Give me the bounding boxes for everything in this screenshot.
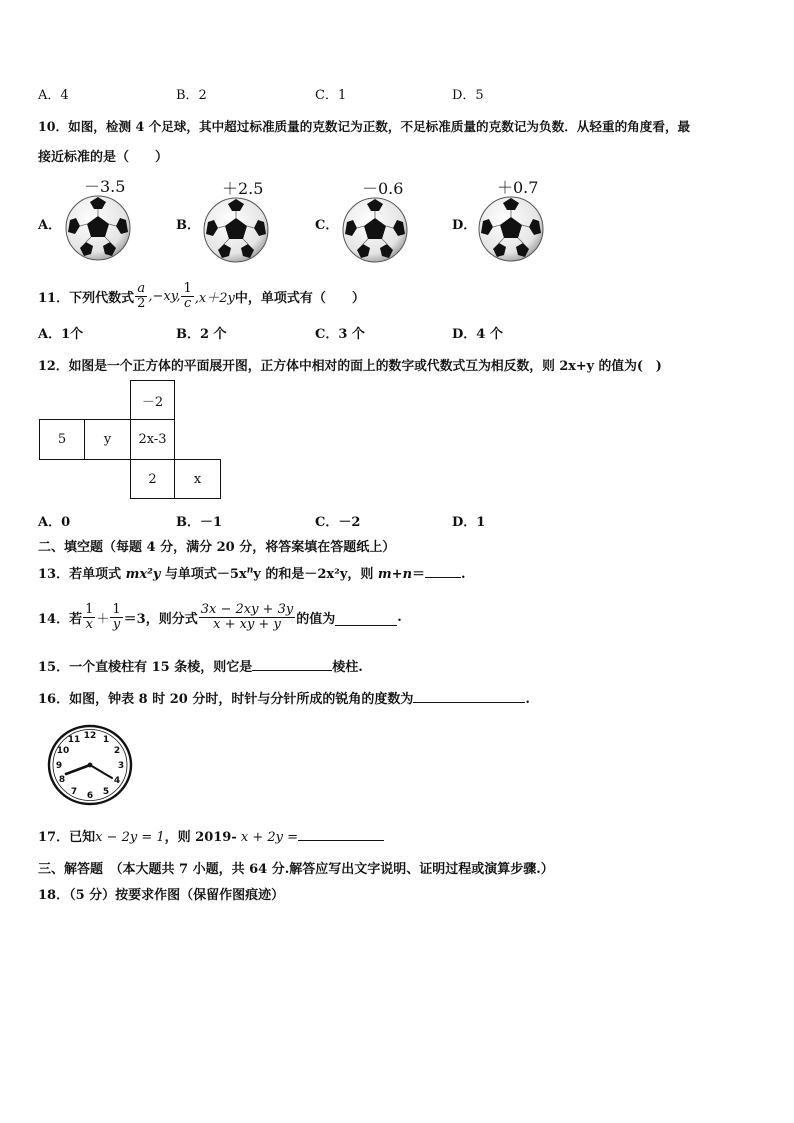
cube-net-cell: －2 xyxy=(130,380,175,420)
q16-prefix: 16．如图，钟表 8 时 20 分时，时针与分针所成的锐角的度数为 xyxy=(38,692,414,707)
q13-text xyxy=(38,563,466,582)
q13-suffix: ＝ xyxy=(412,567,426,582)
q11-prefix: 11．下列代数式 xyxy=(38,290,135,306)
q10-option-letter: C． xyxy=(315,218,339,233)
q12-text: 12．如图是一个正方体的平面展开图，正方体中相对的面上的数字或代数式互为相反数，则 2x+y 的值为( ) xyxy=(38,359,662,374)
q14-f1-num: 1 xyxy=(85,601,94,617)
q11-option-a: A．1个 xyxy=(38,327,84,342)
q14-main-fraction xyxy=(199,603,295,631)
q10-text-line1: 10．如图，检测 4 个足球，其中超过标准质量的克数记为正数，不足标准质量的克数记为负数．从轻重的角度看，最 xyxy=(38,119,691,134)
q10-option-letter: A． xyxy=(38,218,62,233)
q18-text: 18．（5 分）按要求作图（保留作图痕迹） xyxy=(38,888,285,903)
section-3-heading: 三、解答题 （本大题共 7 小题，共 64 分.解答应写出文字说明、证明过程或演算步骤.） xyxy=(38,862,554,877)
q10-option-letter: B． xyxy=(176,218,200,233)
q14-f3-num: 3x − 2xy + 3y xyxy=(200,601,294,617)
q11-option-d: D．4 个 xyxy=(452,327,503,342)
cube-net-cell: 2x-3 xyxy=(130,419,175,460)
q11-suffix: 中，单项式有（ ） xyxy=(234,290,365,306)
q14-f1-den: x xyxy=(85,616,93,632)
q9-option-a: A．4 xyxy=(38,88,69,103)
q12-option-d: D．1 xyxy=(452,515,486,530)
q13-mid: 与单项式－5x xyxy=(160,567,247,582)
q12-option-a: A．0 xyxy=(38,515,71,530)
clock-numeral: 6 xyxy=(86,791,94,801)
q13-ask: m+n xyxy=(377,567,413,582)
q16-answer-blank[interactable] xyxy=(413,690,525,703)
q15-prefix: 15．一个直棱柱有 15 条棱，则它是 xyxy=(38,660,253,675)
soccer-ball-icon xyxy=(64,194,132,262)
q10-ball-value: －3.5 xyxy=(84,177,126,196)
q15-suffix: 棱柱. xyxy=(332,660,363,675)
q14-suffix: 的值为 xyxy=(296,611,336,627)
cube-net-cell: x xyxy=(174,459,221,499)
q10-ball-value: －0.6 xyxy=(362,179,404,198)
q10-text-line2: 接近标准的是（ ） xyxy=(38,150,169,165)
clock-numeral: 8 xyxy=(58,775,66,785)
q16-text xyxy=(38,688,530,707)
q11-frac1-num: a xyxy=(137,280,146,296)
q12-option-b: B．－1 xyxy=(176,515,223,530)
q11-option-c: C．3 个 xyxy=(315,327,365,342)
q16-end: . xyxy=(525,692,530,707)
q10-ball-value: ＋2.5 xyxy=(222,179,264,198)
clock-numeral: 2 xyxy=(113,746,121,756)
q17-text xyxy=(38,826,384,845)
clock-numeral: 9 xyxy=(55,761,63,771)
q15-answer-blank[interactable] xyxy=(252,658,332,671)
q14-fraction-1-over-x xyxy=(83,603,95,631)
q14-f2-den: y xyxy=(112,616,121,632)
section-2-heading: 二、填空题（每题 4 分，满分 20 分，将答案填在答题纸上） xyxy=(38,540,396,555)
q11-frac2-num: 1 xyxy=(183,280,192,296)
soccer-ball-icon xyxy=(341,196,409,264)
q11-mid: ,−xy, xyxy=(148,288,181,304)
soccer-ball-icon xyxy=(477,195,545,263)
q17-prefix: 17．已知 xyxy=(38,830,96,845)
q11-tail: ,x＋2y xyxy=(194,290,235,306)
q14-answer-blank[interactable] xyxy=(335,613,397,626)
q13-mid2: y 的和是－2x²y，则 xyxy=(253,567,378,582)
clock-numeral: 5 xyxy=(102,787,110,797)
q11-fraction-a-over-2 xyxy=(135,282,147,310)
cube-net-cell: 2 xyxy=(130,459,175,499)
q13-answer-blank[interactable] xyxy=(425,565,461,578)
clock-numeral: 10 xyxy=(56,746,70,756)
clock-minute-hand xyxy=(90,765,112,778)
soccer-ball-icon xyxy=(202,196,270,264)
q14-prefix: 14．若 xyxy=(38,611,83,627)
q11-fraction-1-over-c xyxy=(181,282,193,310)
q14-eq: ＝3，则分式 xyxy=(123,611,198,627)
clock-numeral: 12 xyxy=(83,731,97,741)
cube-net-cell: y xyxy=(84,419,131,460)
q17-mid: ，则 2019- xyxy=(164,830,237,845)
q14-f3-den: x + xy + y xyxy=(213,616,281,632)
q11-frac2-den: c xyxy=(183,295,192,311)
q12-option-c: C．－2 xyxy=(315,515,361,530)
q9-option-d: D．5 xyxy=(452,88,484,103)
q13-monomial-1: mx²y xyxy=(125,567,161,582)
q14-text xyxy=(38,595,402,639)
q11-frac1-den: 2 xyxy=(137,295,146,311)
q13-end: . xyxy=(461,567,466,582)
q15-text xyxy=(38,656,363,675)
clock-hour-hand xyxy=(66,765,90,774)
clock-numeral: 3 xyxy=(117,761,125,771)
q14-plus: ＋ xyxy=(96,611,110,627)
cube-net-cell: 5 xyxy=(39,419,85,460)
q14-fraction-1-over-y xyxy=(110,603,122,631)
q13-exponent: n xyxy=(246,565,254,576)
q10-option-letter: D． xyxy=(452,218,477,233)
q17-expression: x + 2y = xyxy=(236,830,299,845)
q17-answer-blank[interactable] xyxy=(298,828,384,841)
clock-diagram xyxy=(46,724,134,806)
q14-f2-num: 1 xyxy=(112,601,121,617)
q11-option-b: B．2 个 xyxy=(176,327,227,342)
q10-ball-value: ＋0.7 xyxy=(497,178,539,197)
q13-prefix: 13．若单项式 xyxy=(38,567,126,582)
clock-numeral: 7 xyxy=(70,787,78,797)
q14-end: . xyxy=(397,609,402,625)
clock-numeral: 11 xyxy=(67,735,81,745)
clock-numeral: 1 xyxy=(102,735,110,745)
q9-option-c: C．1 xyxy=(315,88,347,103)
q17-condition: x − 2y = 1 xyxy=(95,830,165,845)
clock-numeral: 4 xyxy=(113,776,121,786)
q11-text xyxy=(38,276,365,316)
q9-option-b: B．2 xyxy=(176,88,207,103)
